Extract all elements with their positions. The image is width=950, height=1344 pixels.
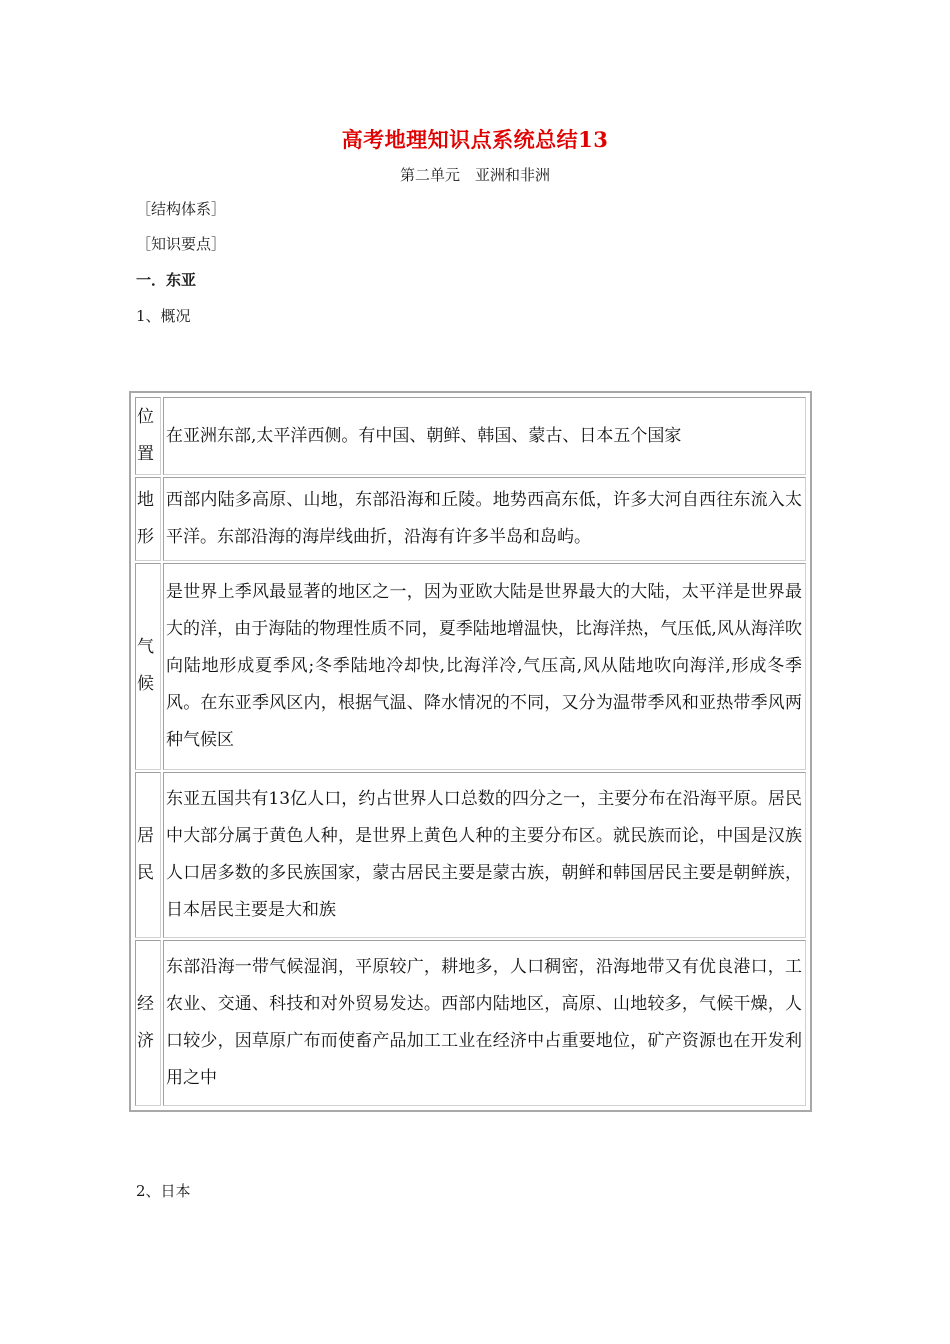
knowledge-heading: ［知识要点］ [136, 235, 227, 253]
row-label: 地形 [137, 490, 154, 548]
row-label: 位置 [137, 407, 154, 465]
row-content: 在亚洲东部,太平洋西侧。有中国、朝鲜、韩国、蒙古、日本五个国家 [163, 397, 806, 475]
row-label-cell [135, 940, 161, 1106]
table-row [135, 940, 806, 1106]
document-title: 高考地理知识点系统总结13 [341, 127, 609, 152]
item-overview-heading: 1、概况 [136, 307, 191, 325]
structure-heading: ［结构体系］ [136, 200, 227, 218]
row-label-cell [135, 563, 161, 769]
row-label: 经济 [137, 993, 154, 1051]
row-label-cell [135, 477, 161, 561]
row-content: 西部内陆多高原、山地，东部沿海和丘陵。地势西高东低，许多大河自西往东流入太平洋。东部沿海的海岸线曲折，沿海有许多半岛和岛屿。 [163, 477, 806, 561]
row-label: 居民 [137, 825, 154, 883]
overview-table-grid [133, 395, 808, 1108]
table-row [135, 477, 806, 561]
table-row [135, 397, 806, 475]
table-row [135, 563, 806, 769]
row-content: 东部沿海一带气候湿润，平原较广，耕地多，人口稠密，沿海地带又有优良港口，工农业、交通、科技和对外贸易发达。西部内陆地区，高原、山地较多，气候干燥，人口较少，因草原广布而使畜产品加工工业在经济中占重要地位，矿产资源也在开发利用之中 [163, 940, 806, 1106]
document-subtitle: 第二单元 亚洲和非洲 [399, 166, 550, 184]
table-row [135, 772, 806, 938]
row-label-cell [135, 397, 161, 475]
section-heading-east-asia: 一．东亚 [136, 271, 197, 289]
row-content: 东亚五国共有13亿人口，约占世界人口总数的四分之一，主要分布在沿海平原。居民中大部分属于黄色人种，是世界上黄色人种的主要分布区。就民族而论，中国是汉族人口居多数的多民族国家，蒙古居民主要是蒙古族，朝鲜和韩国居民主要是朝鲜族，日本居民主要是大和族 [163, 772, 806, 938]
row-label: 气候 [137, 637, 154, 695]
row-label-cell [135, 772, 161, 938]
item-japan-heading: 2、日本 [136, 1182, 191, 1200]
overview-table [129, 391, 812, 1112]
row-content: 是世界上季风最显著的地区之一，因为亚欧大陆是世界最大的大陆，太平洋是世界最大的洋，由于海陆的物理性质不同，夏季陆地增温快，比海洋热，气压低,风从海洋吹向陆地形成夏季风;冬季陆地冷却快,比海洋冷,气压高,风从陆地吹向海洋,形成冬季风。在东亚季风区内，根据气温、降水情况的不同，又分为温带季风和亚热带季风两种气候区 [163, 563, 806, 769]
